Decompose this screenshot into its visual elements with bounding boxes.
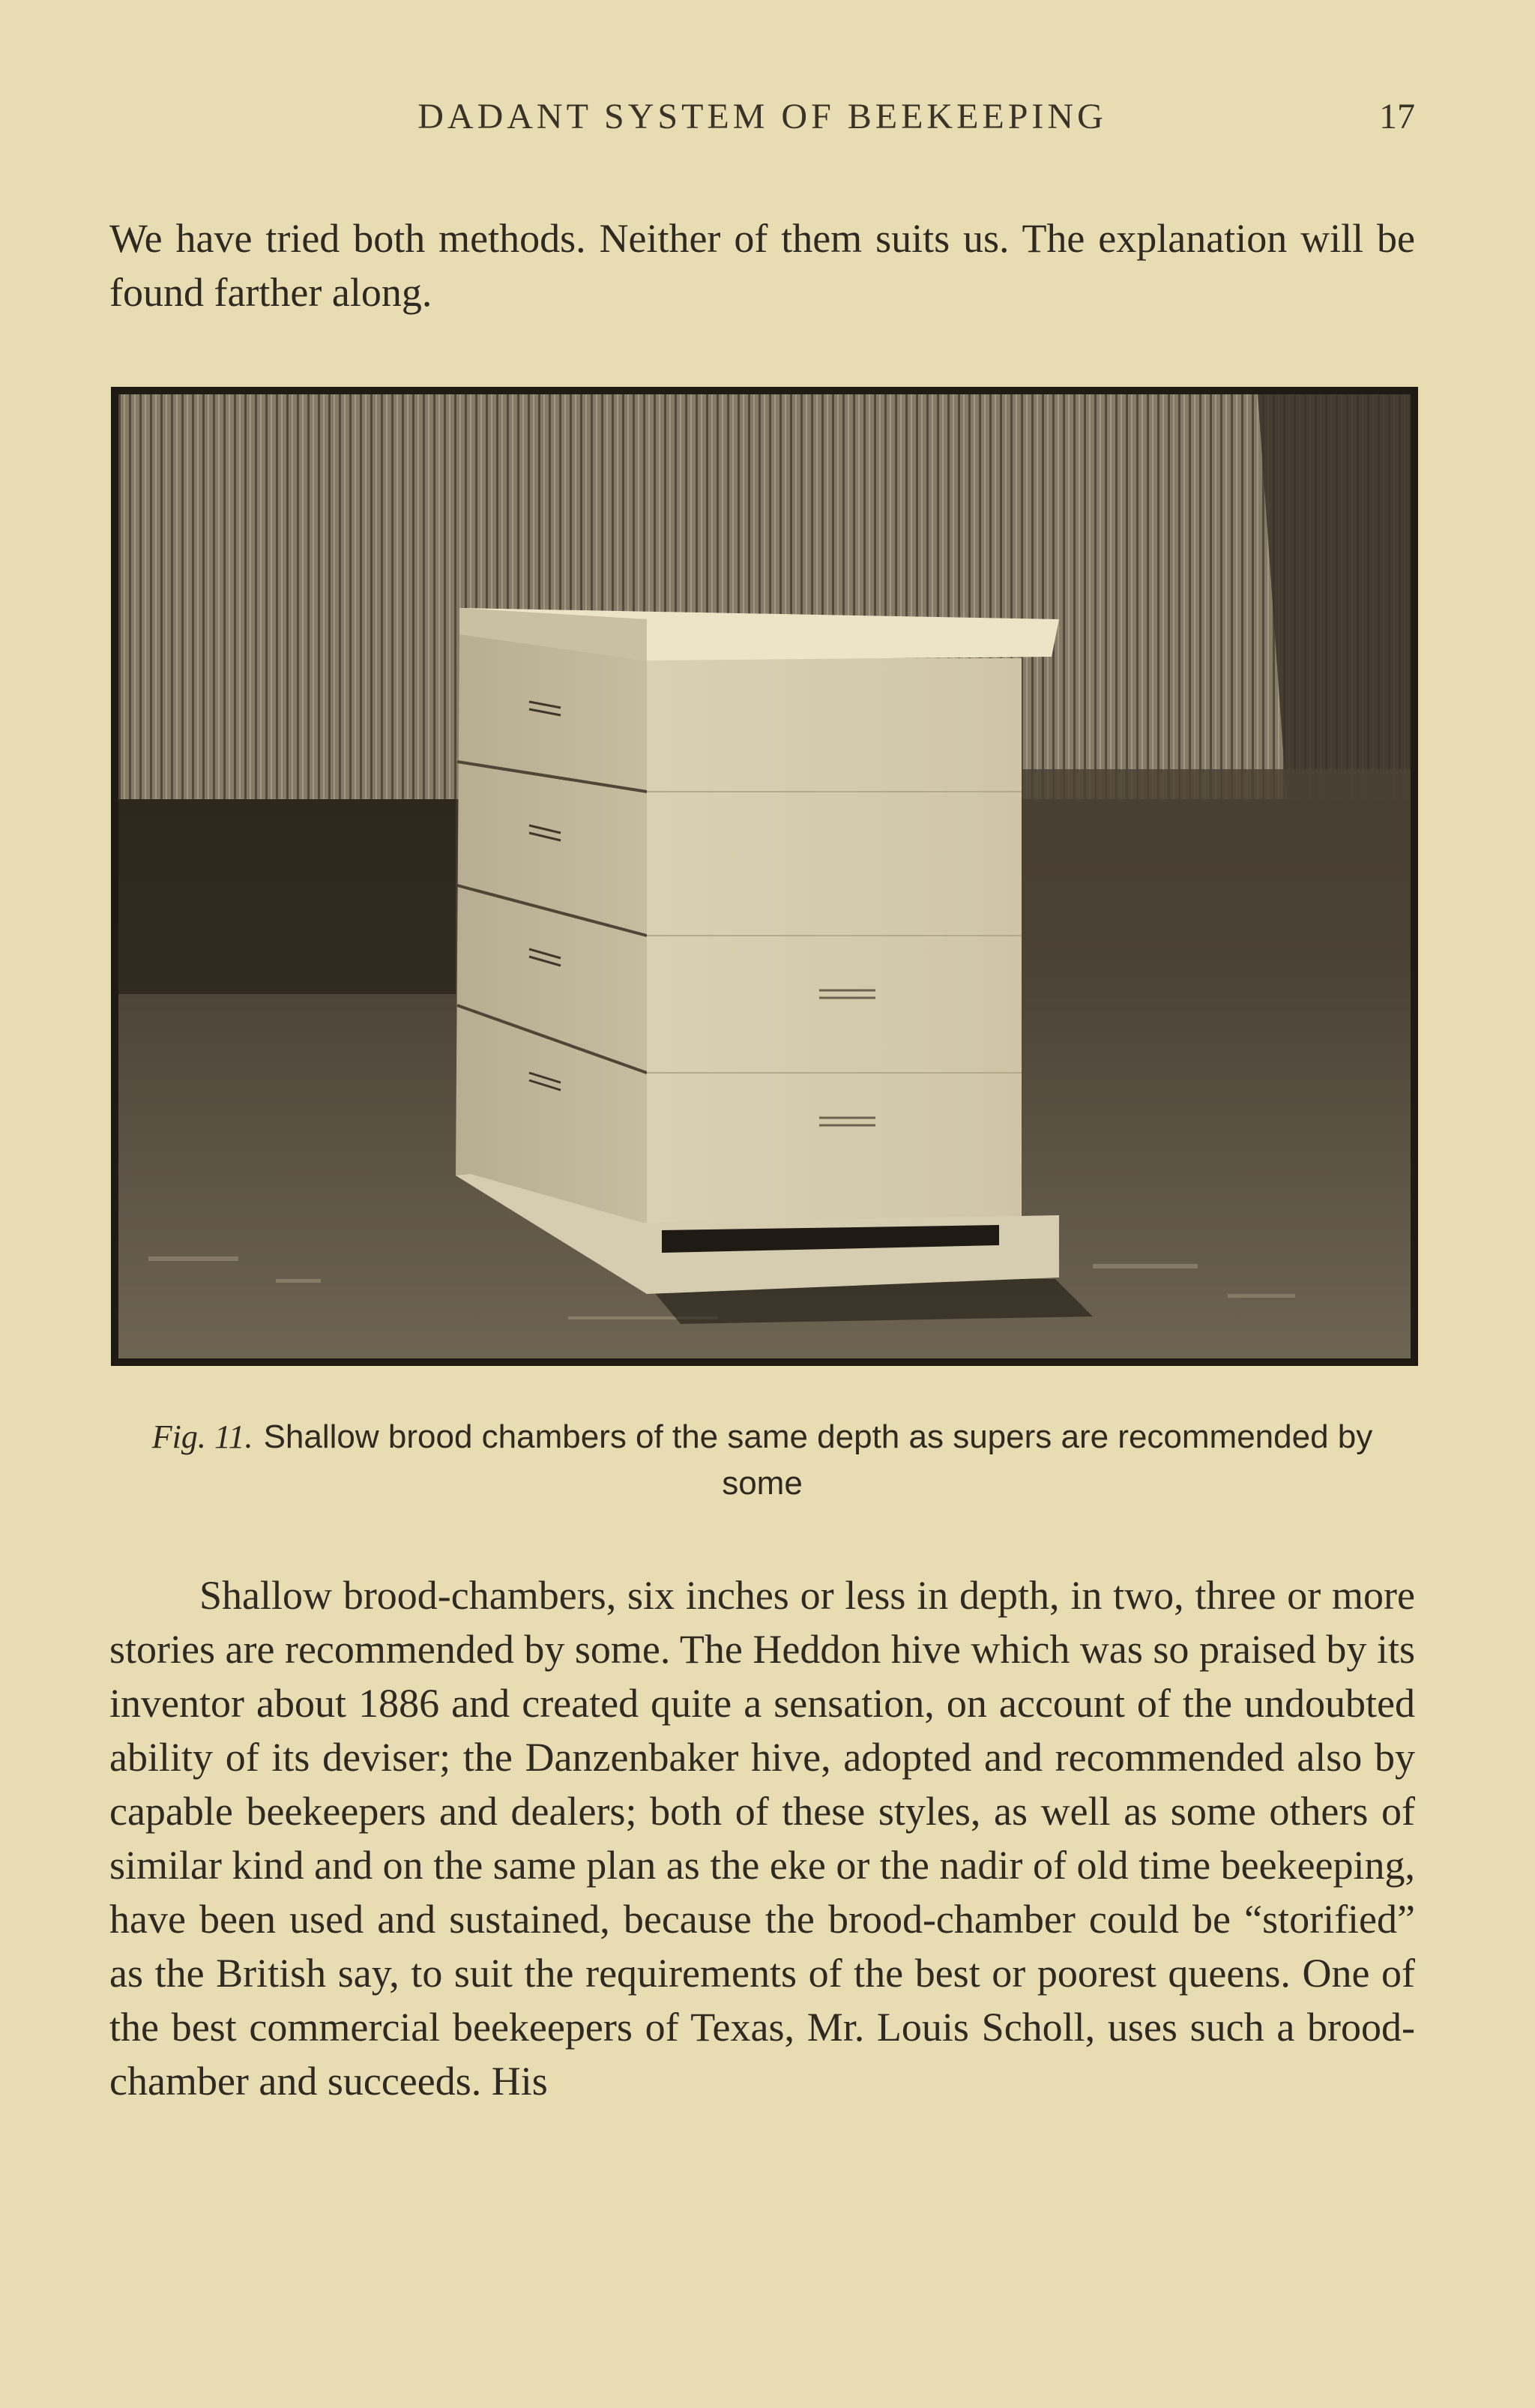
beehive-photo — [118, 394, 1411, 1358]
paragraph-shallow-brood-chambers: Shallow brood-chambers, six inches or less in depth, in two, three or more stories are recommended by some. The Heddon hive which was so praised by its inventor about 1886 and created quite a sensation, on account of the undoubted ability of its deviser; the Danzenbaker hive, adopted and recommended also by capable beekeepers and dealers; both of these styles, as well as some others of similar kind and on the same plan as the eke or the nadir of old time beekeeping, have been used and sustained, because the brood-chamber could be “storified” as the British say, to suit the requirements of the best or poorest queens. One of the best commercial beekeepers of Texas, Mr. Louis Scholl, uses such a brood-chamber and succeeds. His — [109, 1573, 1415, 2104]
running-title: DADANT SYSTEM OF BEEKEEPING — [417, 97, 1107, 136]
page-number: 17 — [1379, 97, 1415, 136]
running-head — [109, 96, 1415, 148]
figure-frame — [111, 387, 1418, 1366]
figure-caption-text: Shallow brood chambers of the same depth as supers are recommended by some — [263, 1418, 1373, 1502]
figure-label: Fig. 11. — [151, 1418, 253, 1455]
beehive-illustration — [118, 394, 1411, 1358]
figure-caption — [109, 1414, 1415, 1507]
paragraph-intro: We have tried both methods. Neither of them suits us. The explanation will be found farther along. — [109, 216, 1415, 315]
